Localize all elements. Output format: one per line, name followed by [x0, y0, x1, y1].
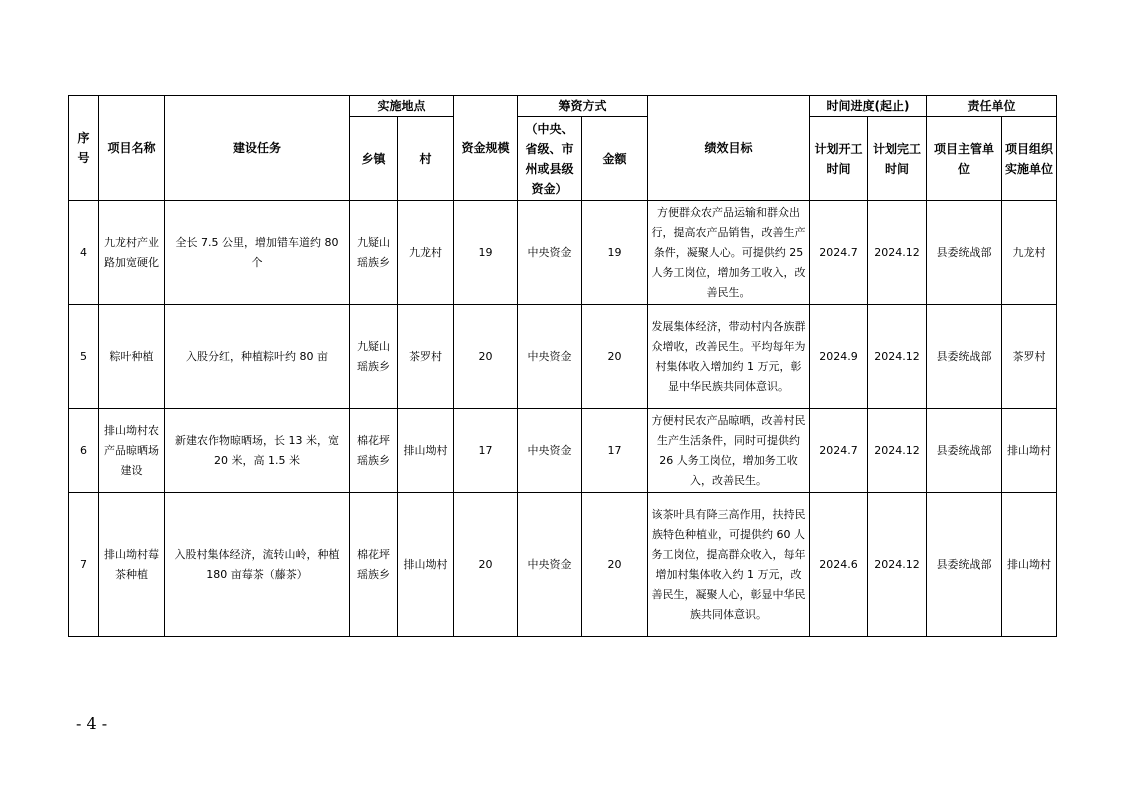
table-row — [69, 409, 1057, 493]
project-table — [68, 95, 1057, 637]
cell-start-time: 2024.7 — [810, 409, 868, 493]
cell-project-name: 粽叶种植 — [99, 305, 165, 409]
cell-implementing-org: 排山坳村 — [1002, 409, 1057, 493]
cell-town: 九疑山瑶族乡 — [350, 201, 398, 305]
header-responsible-unit: 责任单位 — [927, 96, 1057, 117]
cell-managing-dept: 县委统战部 — [927, 305, 1002, 409]
header-implementing-org: 项目组织实施单位 — [1002, 117, 1057, 201]
page-number: - 4 - — [76, 714, 108, 733]
cell-fund-scale: 20 — [454, 305, 518, 409]
cell-fund-source: 中央资金 — [518, 201, 582, 305]
header-managing-dept: 项目主管单位 — [927, 117, 1002, 201]
cell-performance-goal: 该茶叶具有降三高作用，扶持民族特色种植业，可提供约 60 人务工岗位，提高群众收入，每年增加村集体收入约 1 万元，改善民生，凝聚人心，彰显中华民族共同体意识。 — [648, 493, 810, 637]
header-performance-goal: 绩效目标 — [648, 96, 810, 201]
cell-village: 茶罗村 — [398, 305, 454, 409]
cell-amount: 20 — [582, 493, 648, 637]
cell-seq: 6 — [69, 409, 99, 493]
cell-end-time: 2024.12 — [868, 201, 927, 305]
cell-start-time: 2024.7 — [810, 201, 868, 305]
cell-performance-goal: 发展集体经济，带动村内各族群众增收，改善民生。平均每年为村集体收入增加约 1 万元，彰显中华民族共同体意识。 — [648, 305, 810, 409]
cell-amount: 20 — [582, 305, 648, 409]
header-start-time: 计划开工时间 — [810, 117, 868, 201]
table-row — [69, 305, 1057, 409]
cell-project-name: 排山坳村莓茶种植 — [99, 493, 165, 637]
cell-managing-dept: 县委统战部 — [927, 409, 1002, 493]
header-project-name: 项目名称 — [99, 96, 165, 201]
header-town: 乡镇 — [350, 117, 398, 201]
cell-fund-scale: 17 — [454, 409, 518, 493]
header-schedule: 时间进度(起止) — [810, 96, 927, 117]
cell-managing-dept: 县委统战部 — [927, 201, 1002, 305]
table-row — [69, 201, 1057, 305]
cell-performance-goal: 方便村民农产品晾晒，改善村民生产生活条件，同时可提供约 26 人务工岗位，增加务工收入，改善民生。 — [648, 409, 810, 493]
cell-fund-source: 中央资金 — [518, 305, 582, 409]
cell-end-time: 2024.12 — [868, 305, 927, 409]
header-seq: 序号 — [69, 96, 99, 201]
header-end-time: 计划完工时间 — [868, 117, 927, 201]
cell-amount: 17 — [582, 409, 648, 493]
cell-village: 排山坳村 — [398, 409, 454, 493]
header-fund-source: （中央、省级、市州或县级资金） — [518, 117, 582, 201]
cell-fund-scale: 20 — [454, 493, 518, 637]
cell-village: 排山坳村 — [398, 493, 454, 637]
header-fund-scale: 资金规模 — [454, 96, 518, 201]
cell-managing-dept: 县委统战部 — [927, 493, 1002, 637]
cell-task: 入股分红，种植粽叶约 80 亩 — [165, 305, 350, 409]
cell-fund-scale: 19 — [454, 201, 518, 305]
cell-project-name: 九龙村产业路加宽硬化 — [99, 201, 165, 305]
cell-town: 九疑山瑶族乡 — [350, 305, 398, 409]
cell-task: 全长 7.5 公里，增加错车道约 80 个 — [165, 201, 350, 305]
cell-implementing-org: 九龙村 — [1002, 201, 1057, 305]
cell-town: 棉花坪瑶族乡 — [350, 409, 398, 493]
header-amount: 金额 — [582, 117, 648, 201]
header-village: 村 — [398, 117, 454, 201]
table-row — [69, 493, 1057, 637]
cell-implementing-org: 茶罗村 — [1002, 305, 1057, 409]
header-funding-method: 筹资方式 — [518, 96, 648, 117]
cell-project-name: 排山坳村农产品晾晒场建设 — [99, 409, 165, 493]
cell-village: 九龙村 — [398, 201, 454, 305]
header-location: 实施地点 — [350, 96, 454, 117]
cell-seq: 4 — [69, 201, 99, 305]
cell-implementing-org: 排山坳村 — [1002, 493, 1057, 637]
cell-end-time: 2024.12 — [868, 493, 927, 637]
cell-seq: 5 — [69, 305, 99, 409]
cell-amount: 19 — [582, 201, 648, 305]
cell-task: 新建农作物晾晒场，长 13 米，宽 20 米，高 1.5 米 — [165, 409, 350, 493]
header-task: 建设任务 — [165, 96, 350, 201]
cell-task: 入股村集体经济，流转山岭，种植 180 亩莓茶（藤茶） — [165, 493, 350, 637]
cell-end-time: 2024.12 — [868, 409, 927, 493]
cell-fund-source: 中央资金 — [518, 493, 582, 637]
cell-seq: 7 — [69, 493, 99, 637]
cell-town: 棉花坪瑶族乡 — [350, 493, 398, 637]
cell-start-time: 2024.9 — [810, 305, 868, 409]
cell-start-time: 2024.6 — [810, 493, 868, 637]
cell-fund-source: 中央资金 — [518, 409, 582, 493]
cell-performance-goal: 方便群众农产品运输和群众出行，提高农产品销售，改善生产条件，凝聚人心。可提供约 25 人务工岗位，增加务工收入，改善民生。 — [648, 201, 810, 305]
